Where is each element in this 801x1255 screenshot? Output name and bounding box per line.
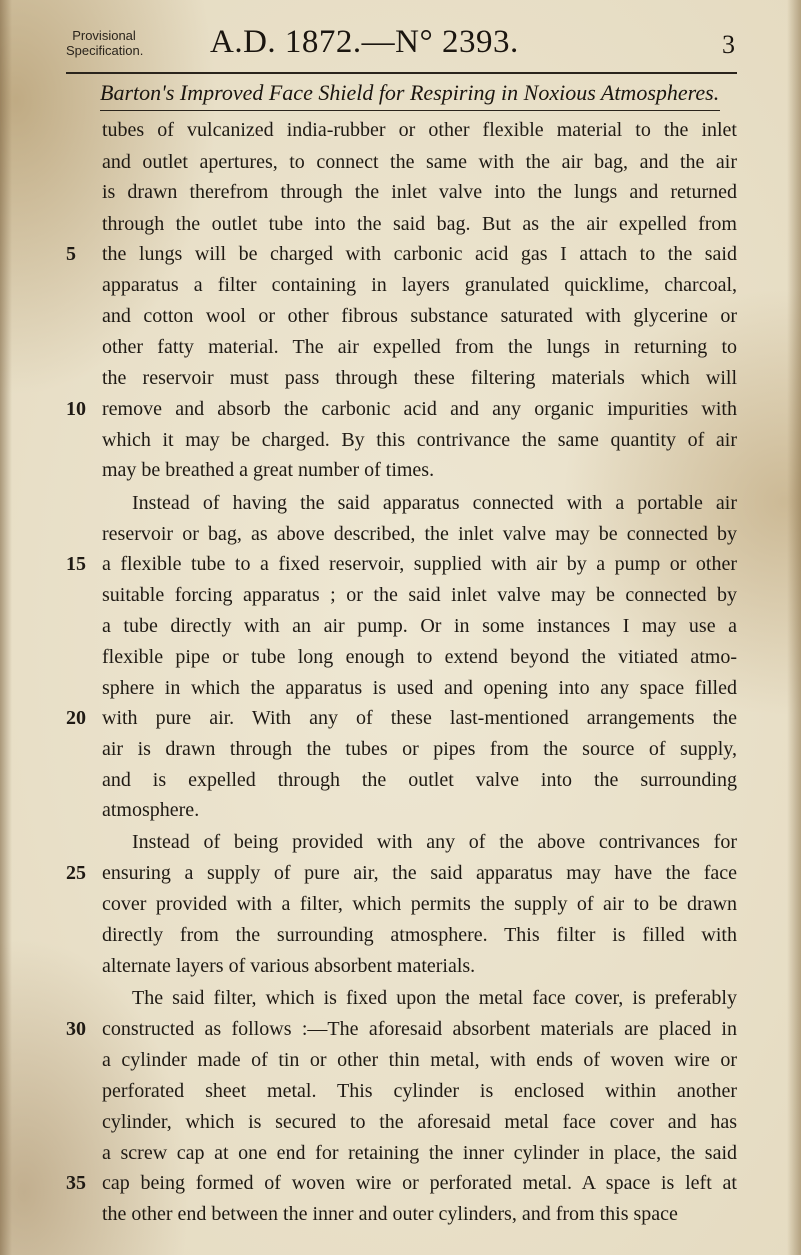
header-rule [66, 72, 737, 74]
line-text: suitable forcing apparatus ; or the said inlet valve may be connected by [102, 584, 737, 606]
line-number: 30 [66, 1018, 86, 1040]
line-text: cap being formed of woven wire or perforated metal. A space is left at [102, 1172, 737, 1194]
line-text: and outlet apertures, to connect the same with the air bag, and the air [102, 151, 737, 173]
line-text: remove and absorb the carbonic acid and any organic impurities with [102, 398, 737, 420]
line-text: with pure air. With any of these last-mentioned arrangements the [102, 707, 737, 729]
line-text: cover provided with a filter, which permits the supply of air to be drawn [102, 893, 737, 915]
running-title: Barton's Improved Face Shield for Respiring in Noxious Atmospheres. [100, 80, 720, 105]
line-text: a tube directly with an air pump. Or in some instances I may use a [102, 615, 737, 637]
line-text: flexible pipe or tube long enough to extend beyond the vitiated atmo- [102, 646, 737, 668]
line-text: The said filter, which is fixed upon the metal face cover, is preferably [132, 987, 737, 1009]
line-text: a flexible tube to a fixed reservoir, supplied with air by a pump or other [102, 553, 737, 575]
line-number: 25 [66, 862, 86, 884]
line-text: a cylinder made of tin or other thin metal, with ends of woven wire or [102, 1049, 737, 1071]
line-text: air is drawn through the tubes or pipes from the source of supply, [102, 738, 737, 760]
line-text: perforated sheet metal. This cylinder is enclosed within another [102, 1080, 737, 1102]
line-text: the other end between the inner and outer cylinders, and from this space [102, 1203, 678, 1225]
line-text: which it may be charged. By this contrivance the same quantity of air [102, 429, 737, 451]
specification-label: Provisional Specification. [66, 28, 144, 58]
line-text: directly from the surrounding atmosphere. This filter is filled with [102, 924, 737, 946]
line-text: alternate layers of various absorbent materials. [102, 955, 476, 977]
line-text: reservoir or bag, as above described, the inlet valve may be connected by [102, 523, 737, 545]
line-text: ensuring a supply of pure air, the said apparatus may have the face [102, 862, 737, 884]
line-text: is drawn therefrom through the inlet valve into the lungs and returned [102, 181, 737, 203]
running-title-rule [100, 110, 720, 111]
line-text: and is expelled through the outlet valve into the surrounding [102, 769, 737, 791]
line-text: the reservoir must pass through these filtering materials which will [102, 367, 737, 389]
line-number: 5 [66, 243, 76, 265]
line-text: cylinder, which is secured to the aforesaid metal face cover and has [102, 1111, 737, 1133]
line-text: Instead of being provided with any of the above contrivances for [132, 831, 737, 853]
line-number: 10 [66, 398, 86, 420]
line-text: sphere in which the apparatus is used and opening into any space filled [102, 677, 737, 699]
line-text: the lungs will be charged with carbonic acid gas I attach to the said [102, 243, 737, 265]
page-title: A.D. 1872.—N° 2393. [210, 24, 519, 60]
line-text: through the outlet tube into the said bag. But as the air expelled from [102, 213, 737, 235]
line-text: other fatty material. The air expelled from the lungs in returning to [102, 336, 737, 358]
line-text: Instead of having the said apparatus connected with a portable air [132, 492, 737, 514]
page-edge-left [0, 0, 12, 1255]
page-edge-right [787, 0, 801, 1255]
line-text: apparatus a filter containing in layers granulated quicklime, charcoal, [102, 274, 737, 296]
line-text: and cotton wool or other fibrous substance saturated with glycerine or [102, 305, 737, 327]
line-number: 35 [66, 1172, 86, 1194]
line-text: constructed as follows :—The aforesaid absorbent materials are placed in [102, 1018, 737, 1040]
line-text: atmosphere. [102, 799, 200, 821]
line-text: tubes of vulcanized india-rubber or other flexible material to the inlet [102, 119, 737, 141]
page-number: 3 [722, 30, 735, 59]
line-text: a screw cap at one end for retaining the inner cylinder in place, the said [102, 1142, 737, 1164]
line-number: 15 [66, 553, 86, 575]
line-text: may be breathed a great number of times. [102, 459, 435, 481]
line-number: 20 [66, 707, 86, 729]
